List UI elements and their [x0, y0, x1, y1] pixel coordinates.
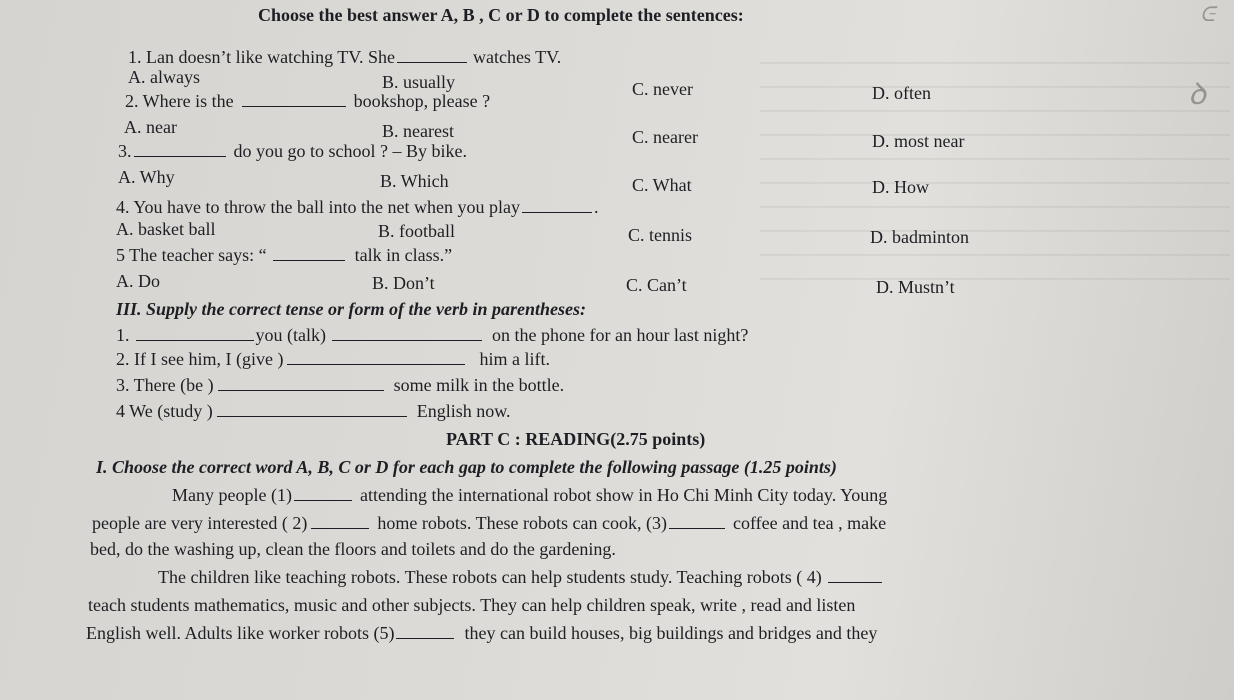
- answer-blank[interactable]: [396, 622, 454, 639]
- option-c: C. Can’t: [626, 275, 687, 295]
- option-d: D. How: [872, 177, 929, 197]
- passage-line: teach students mathematics, music and other subjects. They can help children speak, write , read and listen: [88, 595, 856, 615]
- answer-blank[interactable]: [217, 400, 407, 417]
- answer-blank[interactable]: [242, 90, 346, 107]
- reading-instruction: I. Choose the correct word A, B, C or D for each gap to complete the following passage (1.25 points): [96, 457, 837, 477]
- handwriting-mark: ꝺ: [1188, 77, 1206, 112]
- option-b: B. football: [378, 221, 455, 241]
- section-instruction: Choose the best answer A, B , C or D to complete the sentences:: [258, 5, 744, 25]
- option-c: C. tennis: [628, 225, 693, 245]
- passage-line: Many people (1) attending the international robot show in Ho Chi Minh City today. Young: [172, 485, 888, 505]
- question-4: 4. You have to throw the ball into the net when you play .: [116, 197, 599, 217]
- passage-line: people are very interested ( 2) home robots. These robots can cook, (3) coffee and tea , make: [92, 513, 887, 533]
- passage-line: bed, do the washing up, clean the floors and toilets and do the gardening.: [90, 539, 616, 559]
- question-2: 2. Where is the bookshop, please ?: [125, 91, 491, 111]
- verb-item-3: 3. There (be ) some milk in the bottle.: [116, 375, 565, 395]
- answer-blank[interactable]: [828, 566, 882, 583]
- answer-blank[interactable]: [134, 140, 226, 157]
- verb-item-2: 2. If I see him, I (give ) him a lift.: [116, 349, 550, 369]
- option-c: C. What: [632, 175, 692, 195]
- answer-blank[interactable]: [522, 196, 592, 213]
- answer-blank[interactable]: [332, 324, 482, 341]
- option-a: A. near: [124, 117, 177, 137]
- question-5: 5 The teacher says: “ talk in class.”: [116, 245, 453, 265]
- option-d: D. most near: [872, 131, 965, 151]
- option-d: D. often: [872, 83, 931, 103]
- option-a: A. Do: [116, 271, 160, 291]
- option-a: A. Why: [118, 167, 175, 187]
- answer-blank[interactable]: [294, 484, 352, 501]
- handwriting-mark: ᕮ: [1200, 2, 1215, 26]
- option-b: B. Don’t: [372, 273, 435, 293]
- option-b: B. Which: [380, 171, 449, 191]
- passage-line: English well. Adults like worker robots (5) they can build houses, big buildings and bridges and they: [86, 623, 878, 643]
- option-a: A. always: [128, 67, 200, 87]
- question-1: 1. Lan doesn’t like watching TV. She watches TV.: [128, 47, 562, 67]
- option-d: D. Mustn’t: [876, 277, 955, 297]
- bleed-through-texture: [760, 40, 1230, 280]
- verb-item-1: 1. you (talk) on the phone for an hour last night?: [116, 325, 749, 345]
- option-c: C. nearer: [632, 127, 698, 147]
- answer-blank[interactable]: [669, 512, 725, 529]
- answer-blank[interactable]: [273, 244, 345, 261]
- verb-item-4: 4 We (study ) English now.: [116, 401, 511, 421]
- option-a: A. basket ball: [116, 219, 216, 239]
- answer-blank[interactable]: [311, 512, 369, 529]
- option-d: D. badminton: [870, 227, 969, 247]
- option-c: C. never: [632, 79, 693, 99]
- answer-blank[interactable]: [397, 46, 467, 63]
- option-b: B. nearest: [382, 121, 454, 141]
- passage-line: The children like teaching robots. These robots can help students study. Teaching robots ( 4): [158, 566, 882, 588]
- section-title: III. Supply the correct tense or form of the verb in parentheses:: [116, 299, 586, 319]
- answer-blank[interactable]: [136, 324, 254, 341]
- part-title: PART C : READING(2.75 points): [446, 429, 706, 449]
- answer-blank[interactable]: [218, 374, 384, 391]
- question-3: 3. do you go to school ? – By bike.: [118, 141, 467, 161]
- option-b: B. usually: [382, 72, 456, 92]
- answer-blank[interactable]: [287, 348, 465, 365]
